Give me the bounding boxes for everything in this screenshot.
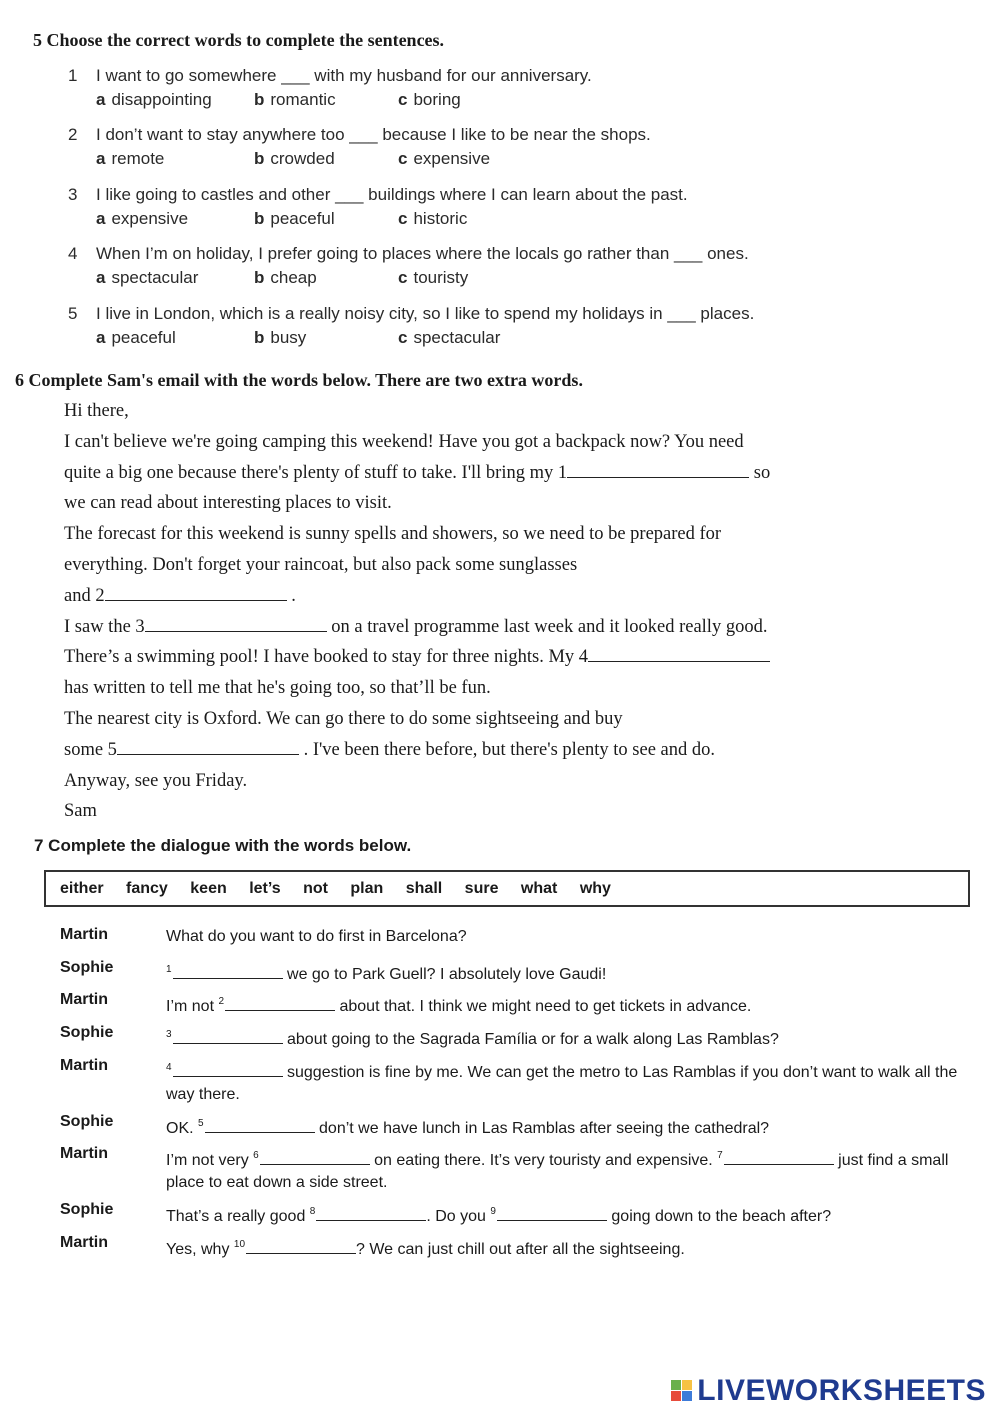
word-item: let’s (249, 880, 281, 897)
question-text: I want to go somewhere ___ with my husband for our anniversary. (96, 66, 592, 85)
word-item: either (60, 880, 104, 897)
word-item: why (579, 880, 611, 897)
dialogue-blank-7-input[interactable] (724, 1150, 834, 1165)
email-signoff: Sam (64, 801, 97, 822)
question-4 (68, 242, 968, 290)
email-line: some 5 . I've been there before, but there's plenty to see and do. (64, 739, 716, 760)
sam-email (64, 396, 844, 827)
dialogue-blank-5-input[interactable] (205, 1118, 315, 1133)
question-number: 1 (68, 66, 78, 85)
speaker-name: Sophie (60, 1113, 114, 1130)
question-3 (68, 183, 968, 231)
option-a[interactable]: a disappointing (96, 90, 212, 109)
word-item: not (303, 880, 328, 897)
option-a[interactable]: a expensive (96, 209, 189, 228)
dialogue-text: $^1$ we go to Park Guell? I absolutely love Gaudi! (166, 964, 607, 983)
dialogue-text: That’s a really good $^8$ . Do you $^9$ going down to the beach after? (166, 1206, 832, 1225)
speaker-name: Martin (60, 1145, 108, 1162)
option-c[interactable]: c touristy (398, 268, 469, 287)
blank-4-input[interactable] (588, 645, 770, 662)
question-1 (68, 64, 968, 112)
question-text: I don’t want to stay anywhere too ___ because I like to be near the shops. (96, 125, 651, 144)
word-item: shall (405, 880, 443, 897)
email-line: quite a big one because there's plenty of stuff to take. I'll bring my 1 so (64, 462, 771, 483)
dialogue-text: What do you want to do first in Barcelona? (166, 928, 467, 945)
option-c[interactable]: c spectacular (398, 328, 501, 347)
speaker-name: Martin (60, 1234, 108, 1251)
email-line: has written to tell me that he's going too, so that’ll be fun. (64, 678, 491, 699)
email-line: The nearest city is Oxford. We can go there to do some sightseeing and buy (64, 708, 623, 729)
option-c[interactable]: c expensive (398, 149, 491, 168)
logo-text: LIVEWORKSHEETS (697, 1374, 986, 1407)
option-b[interactable]: b peaceful (254, 209, 335, 228)
liveworksheets-logo-icon (671, 1380, 693, 1402)
word-item: fancy (126, 880, 168, 897)
speaker-name: Martin (60, 926, 108, 943)
email-line: Anyway, see you Friday. (64, 770, 248, 791)
option-c[interactable]: c historic (398, 209, 468, 228)
blank-1-input[interactable] (567, 461, 749, 478)
email-line: I saw the 3 on a travel programme last week and it looked really good. (64, 616, 768, 637)
speaker-name: Sophie (60, 1024, 114, 1041)
option-b[interactable]: b busy (254, 328, 307, 347)
option-a[interactable]: a peaceful (96, 328, 176, 347)
dialogue-blank-3-input[interactable] (173, 1029, 283, 1044)
dialogue-blank-2-input[interactable] (225, 996, 335, 1011)
question-text: I live in London, which is a really noisy city, so I like to spend my holidays in ___ places. (96, 304, 755, 323)
email-line: we can read about interesting places to visit. (64, 493, 392, 514)
exercise-5-title: 5 Choose the correct words to complete the sentences. (33, 30, 445, 50)
dialogue-text: $^3$ about going to the Sagrada Família or for a walk along Las Ramblas? (166, 1029, 779, 1048)
dialogue-blank-1-input[interactable] (173, 964, 283, 979)
dialogue-blank-4-input[interactable] (173, 1062, 283, 1077)
speaker-name: Sophie (60, 959, 114, 976)
dialogue-blank-9-input[interactable] (497, 1206, 607, 1221)
dialogue-blank-8-input[interactable] (316, 1206, 426, 1221)
question-number: 3 (68, 185, 78, 204)
question-5 (68, 302, 968, 350)
option-b[interactable]: b cheap (254, 268, 317, 287)
liveworksheets-logo (671, 1374, 986, 1408)
dialogue-text: I’m not $^2$ about that. I think we might need to get tickets in advance. (166, 996, 752, 1015)
email-line: The forecast for this weekend is sunny spells and showers, so we need to be prepared for (64, 524, 722, 545)
dialogue-text: Yes, why $^{10}$ ? We can just chill out after all the sightseeing. (166, 1239, 685, 1258)
question-2 (68, 123, 968, 171)
question-number: 5 (68, 304, 78, 323)
blank-3-input[interactable] (145, 615, 327, 632)
speaker-name: Martin (60, 1057, 108, 1074)
question-text: I like going to castles and other ___ buildings where I can learn about the past. (96, 185, 688, 204)
email-line: I can't believe we're going camping this weekend! Have you got a backpack now? You need (64, 431, 744, 452)
email-greeting: Hi there, (64, 401, 129, 421)
speaker-name: Martin (60, 991, 108, 1008)
dialogue-blank-10-input[interactable] (246, 1239, 356, 1254)
blank-2-input[interactable] (105, 584, 287, 601)
question-text: When I’m on holiday, I prefer going to places where the locals go rather than ___ ones. (96, 244, 749, 263)
word-item: plan (350, 880, 384, 897)
option-a[interactable]: a remote (96, 149, 165, 168)
option-c[interactable]: c boring (398, 90, 461, 109)
option-b[interactable]: b crowded (254, 149, 335, 168)
question-number: 4 (68, 244, 78, 263)
word-box (44, 870, 970, 907)
email-line: everything. Don't forget your raincoat, but also pack some sunglasses (64, 554, 578, 575)
word-item: sure (464, 880, 499, 897)
email-line: and 2 . (64, 585, 296, 606)
option-b[interactable]: b romantic (254, 90, 336, 109)
dialogue-text: $^4$ suggestion is fine by me. We can get the metro to Las Ramblas if you don’t want to walk all the way there. (166, 1062, 958, 1103)
exercise-7-title: 7 Complete the dialogue with the words below. (34, 836, 412, 855)
blank-5-input[interactable] (117, 738, 299, 755)
word-item: what (520, 880, 558, 897)
dialogue-text: OK. $^5$ don’t we have lunch in Las Ramblas after seeing the cathedral? (166, 1118, 770, 1137)
speaker-name: Sophie (60, 1201, 114, 1218)
word-item: keen (190, 880, 227, 897)
email-line: There’s a swimming pool! I have booked to stay for three nights. My 4 (64, 642, 844, 673)
exercise-6-title: 6 Complete Sam's email with the words below. There are two extra words. (15, 370, 583, 390)
option-a[interactable]: a spectacular (96, 268, 199, 287)
dialogue-text: I’m not very $^6$ on eating there. It’s very touristy and expensive. $^7$ just find a small place to eat down a side street. (166, 1150, 949, 1191)
question-number: 2 (68, 125, 78, 144)
dialogue-blank-6-input[interactable] (260, 1150, 370, 1165)
